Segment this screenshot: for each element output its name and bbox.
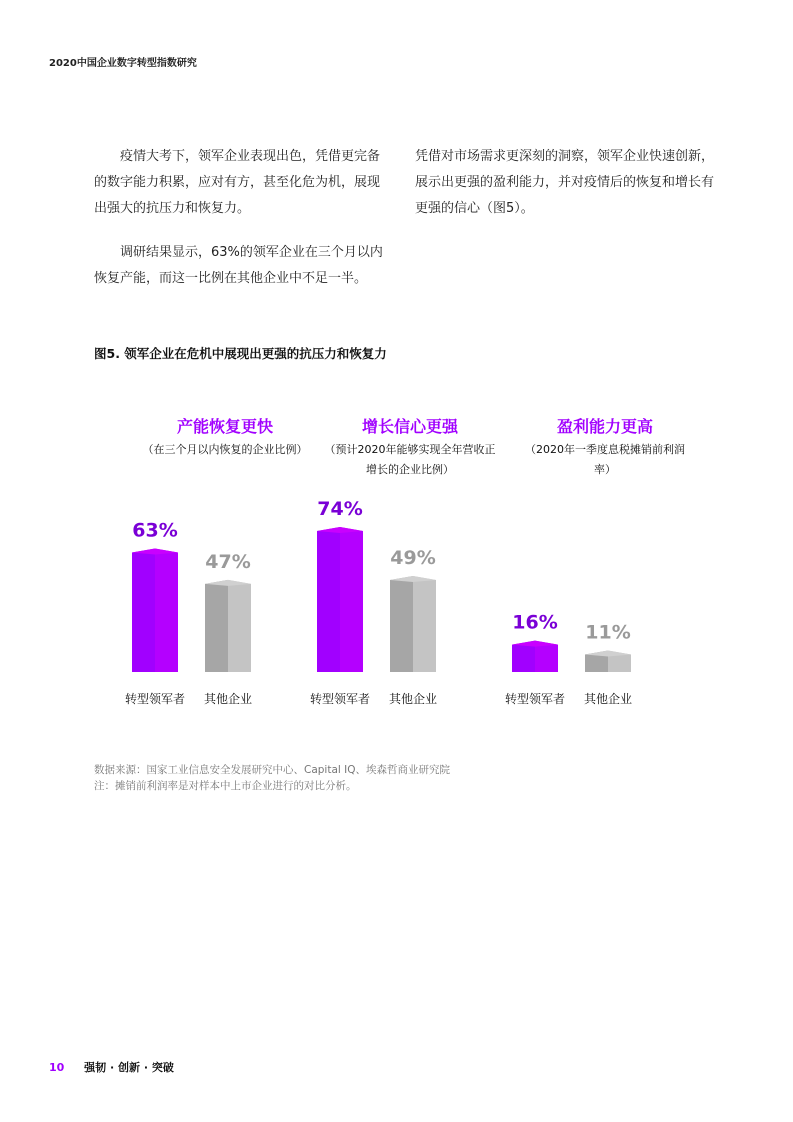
bar-others <box>585 650 631 672</box>
footnote: 注：摊销前利润率是对样本中上市企业进行的对比分析。 <box>94 780 357 792</box>
data-label: 16% <box>512 611 558 634</box>
data-label: 74% <box>317 498 363 520</box>
bar-leader <box>512 641 558 672</box>
body-column-right <box>415 144 715 240</box>
category-label: 其他企业 <box>583 692 633 706</box>
data-label: 63% <box>132 519 178 542</box>
chart-title: 增长信心更强 <box>361 417 458 436</box>
bar-chart <box>305 494 515 714</box>
category-label: 转型领军者 <box>124 692 186 706</box>
paragraph: 调研结果显示，63%的领军企业在三个月以内恢复产能，而这一比例在其他企业中不足一半。 <box>94 245 383 286</box>
footer-title: 强韧 · 创新 · 突破 <box>84 1061 174 1074</box>
bar-chart <box>120 494 330 714</box>
page-number: 10 <box>49 1061 65 1074</box>
paragraph: 疫情大考下，领军企业表现出色，凭借更完备的数字能力积累，应对有方，甚至化危为机，展现出强大的抗压力和恢复力。 <box>94 149 381 216</box>
category-label: 转型领军者 <box>309 692 371 706</box>
data-label: 11% <box>585 621 631 644</box>
category-label: 转型领军者 <box>504 692 566 706</box>
data-label: 47% <box>205 550 251 573</box>
paragraph: 凭借对市场需求更深刻的洞察，领军企业快速创新，展示出更强的盈利能力，并对疫情后的恢复和增长有更强的信心（图5）。 <box>415 149 715 216</box>
chart-subtitle: （预计2020年能够实现全年营收正增长的企业比例） <box>324 443 496 476</box>
running-header: 2020中国企业数字转型指数研究 <box>49 58 197 69</box>
bar-leader <box>317 527 363 672</box>
chart-title: 产能恢复更快 <box>176 417 273 436</box>
bar-others <box>390 576 436 672</box>
bar-others <box>205 580 251 672</box>
figure-title: 图5. 领军企业在危机中展现出更强的抗压力和恢复力 <box>94 346 387 361</box>
category-label: 其他企业 <box>388 692 438 706</box>
bar-leader <box>132 549 178 672</box>
chart-title: 盈利能力更高 <box>556 417 653 436</box>
category-label: 其他企业 <box>203 692 253 706</box>
source-note: 数据来源：国家工业信息安全发展研究中心、Capital IQ、埃森哲商业研究院 <box>94 764 451 776</box>
page-footer <box>49 1059 174 1075</box>
figure-notes <box>94 762 450 794</box>
bar-chart <box>500 494 710 714</box>
data-label: 49% <box>390 546 436 569</box>
body-column-left <box>94 144 390 310</box>
chart-subtitle: （在三个月以内恢复的企业比例） <box>142 443 308 456</box>
chart-subtitle: （2020年一季度息税摊销前利润率） <box>525 443 685 476</box>
